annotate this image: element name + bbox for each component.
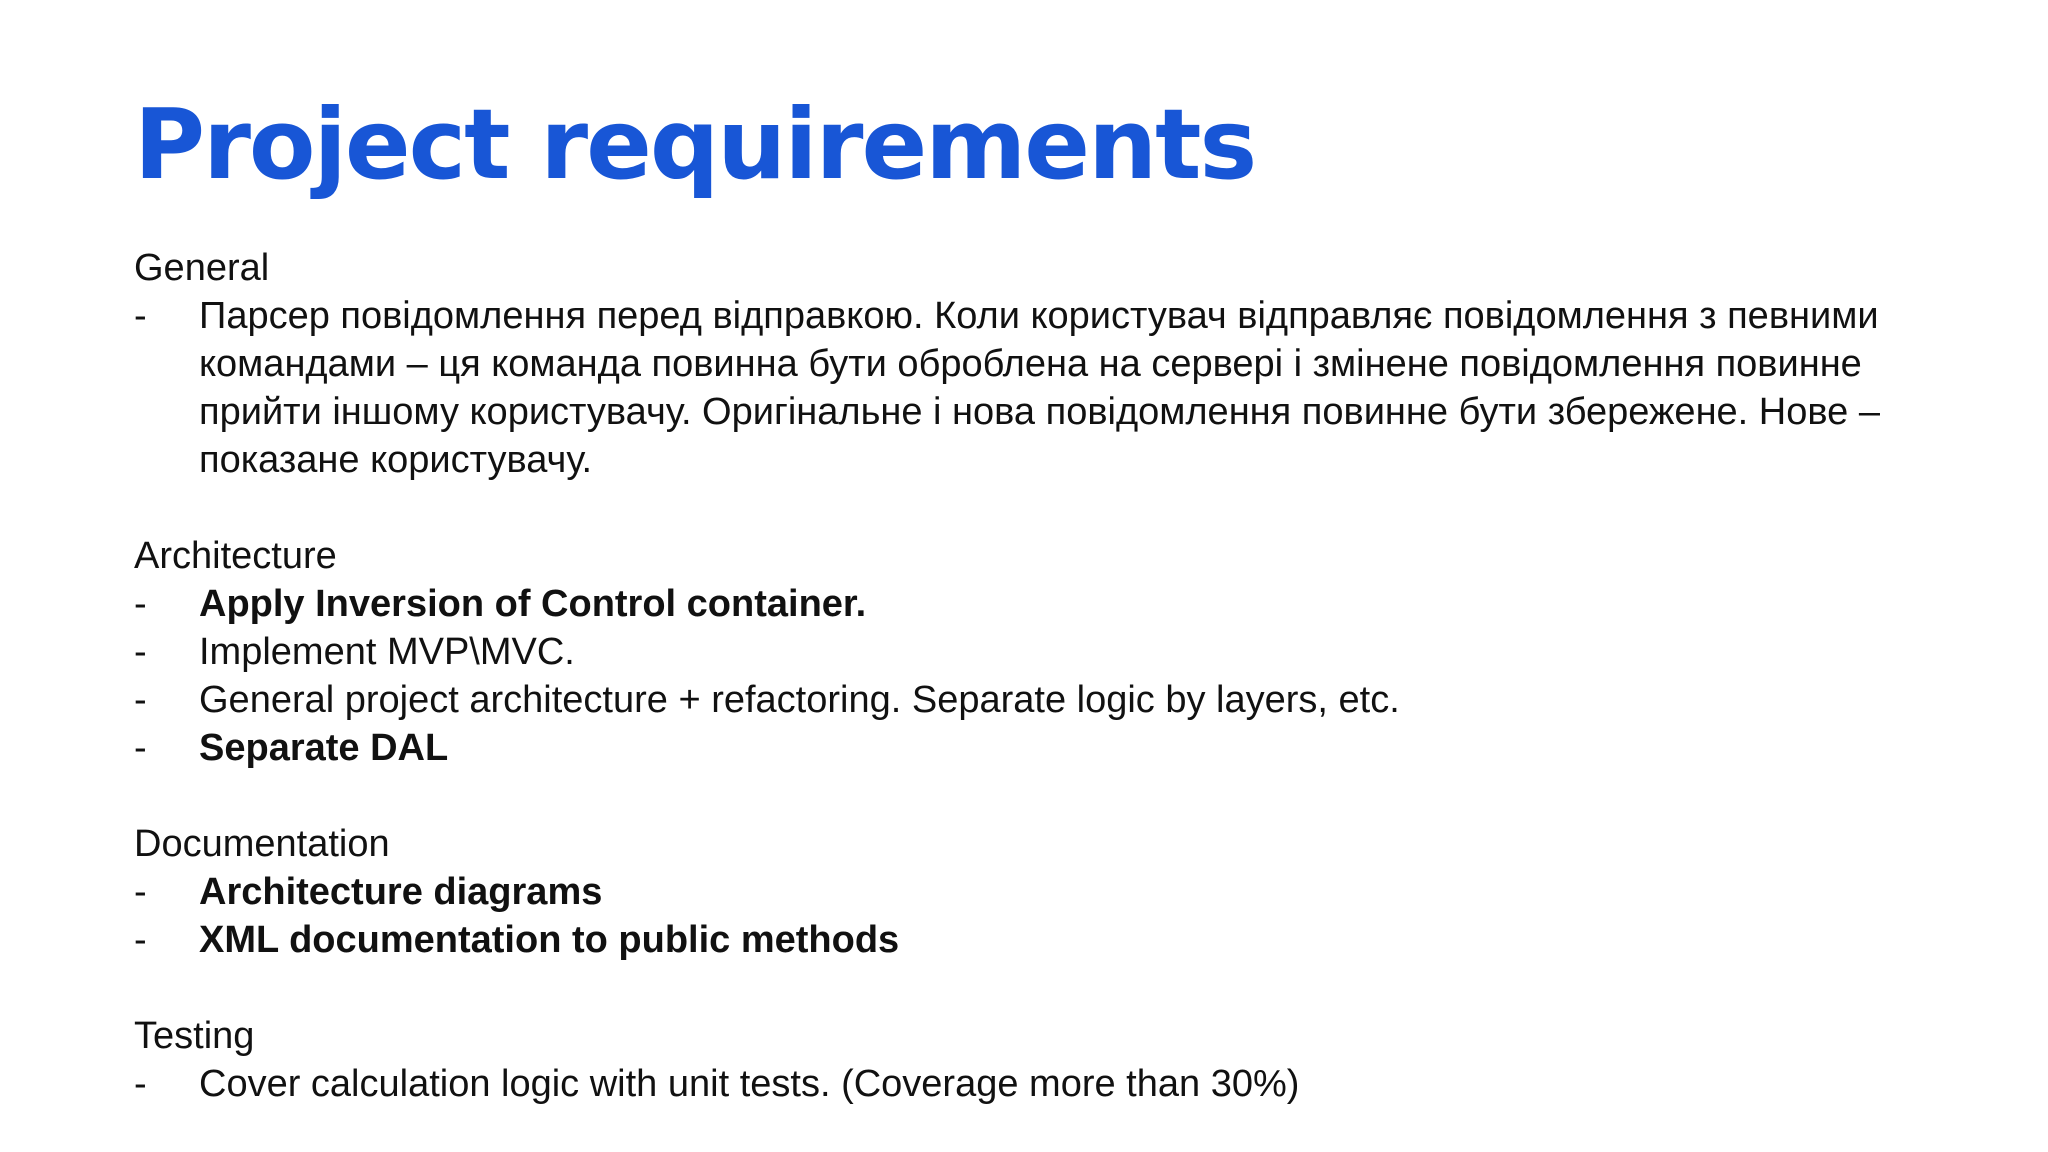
section-general bbox=[134, 244, 1934, 484]
list-item-text: Architecture diagrams bbox=[199, 871, 603, 913]
list-item bbox=[134, 628, 1934, 676]
section-heading-documentation: Documentation bbox=[134, 823, 390, 865]
list-item bbox=[134, 292, 1934, 484]
general-list bbox=[134, 292, 1934, 484]
list-item bbox=[134, 724, 1934, 772]
list-item-text: Apply Inversion of Control container. bbox=[199, 583, 867, 625]
section-heading-testing: Testing bbox=[134, 1015, 255, 1057]
bullet-dash: - bbox=[134, 583, 147, 625]
list-item-text: Separate DAL bbox=[199, 727, 449, 769]
list-item-text: Парсер повідомлення перед відправкою. Коли користувач відправляє повідомлення з певними командами – ця команда повинна бути оброблена на сервері і змінене повідомлення повинне прийти іншому користувачу. Оригінальне і нова повідомлення повинне бути збережене. Нове – показане користувачу. bbox=[199, 295, 1880, 481]
architecture-list bbox=[134, 580, 1934, 772]
bullet-dash: - bbox=[134, 631, 147, 673]
section-architecture bbox=[134, 532, 1934, 772]
bullet-dash: - bbox=[134, 295, 147, 337]
list-item bbox=[134, 580, 1934, 628]
bullet-dash: - bbox=[134, 919, 147, 961]
list-item bbox=[134, 1060, 1934, 1108]
bullet-dash: - bbox=[134, 871, 147, 913]
list-item bbox=[134, 868, 1934, 916]
documentation-list bbox=[134, 868, 1934, 964]
section-documentation bbox=[134, 820, 1934, 964]
list-item-text: Implement MVP\MVC. bbox=[199, 631, 575, 673]
bullet-dash: - bbox=[134, 679, 147, 721]
list-item-text: Cover calculation logic with unit tests. (Coverage more than 30%) bbox=[199, 1063, 1300, 1105]
section-heading-general: General bbox=[134, 247, 270, 289]
bullet-dash: - bbox=[134, 1063, 147, 1105]
list-item-text: General project architecture + refactoring. Separate logic by layers, etc. bbox=[199, 679, 1400, 721]
section-testing bbox=[134, 1012, 1934, 1108]
section-heading-architecture: Architecture bbox=[134, 535, 337, 577]
slide-title: Project requirements bbox=[134, 88, 1256, 201]
requirements-content bbox=[134, 244, 1934, 1152]
testing-list bbox=[134, 1060, 1934, 1108]
bullet-dash: - bbox=[134, 727, 147, 769]
list-item bbox=[134, 676, 1934, 724]
list-item-text: XML documentation to public methods bbox=[199, 919, 900, 961]
list-item bbox=[134, 916, 1934, 964]
